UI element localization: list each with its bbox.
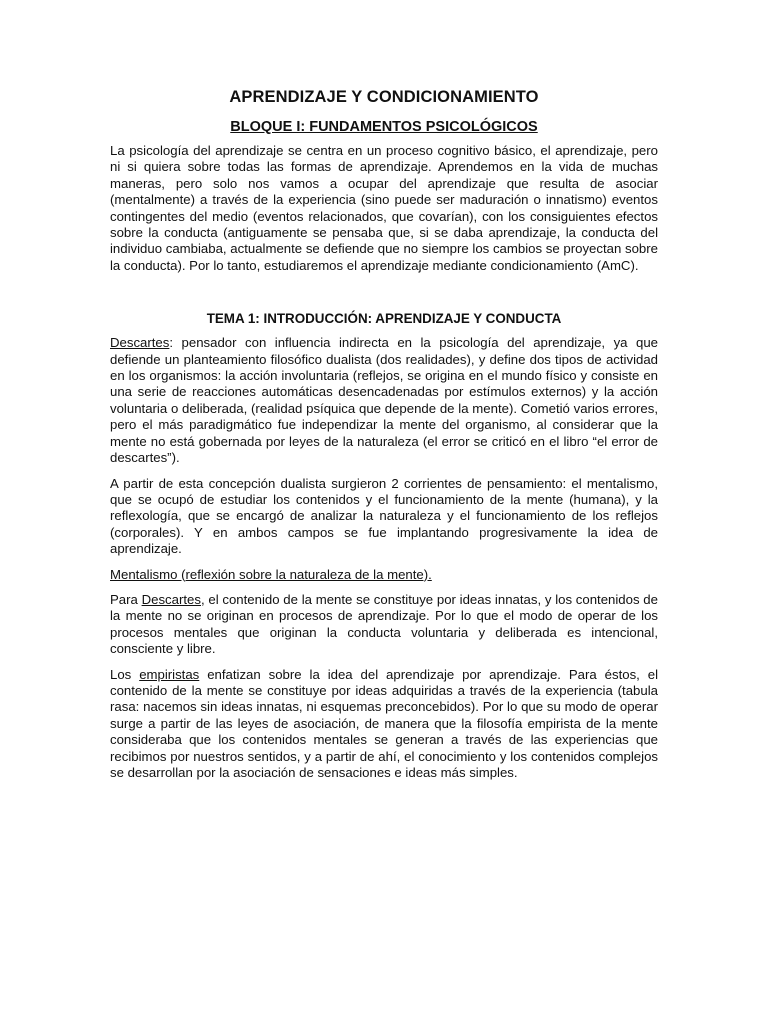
document-title: APRENDIZAJE Y CONDICIONAMIENTO xyxy=(229,88,539,106)
descartes-paragraph-text: : pensador con influencia indirecta en la psicología del aprendizaje, ya que defiende un planteamiento filosófico dualista (dos realidades), y define dos tipos de actividad en los organismos: la acción involuntaria (reflejos, se origina en el mundo físico y consiste en una serie de reacciones automáticas desencadenadas por estímulos externos) y la acción voluntaria o deliberada, (realidad psíquica que depende de la mente). Cometió varios errores, pero el más paradigmático fue independizar la mente del organismo, al considerar que la mente no está gobernada por leyes de la naturaleza (el error se criticó en el libro “el error de descartes”). xyxy=(110,335,658,466)
document-page xyxy=(110,86,658,781)
para-descartes-prefix: Para xyxy=(110,591,142,607)
empiristas-prefix: Los xyxy=(110,666,140,682)
descartes-term: Descartes xyxy=(110,335,170,351)
empiristas-text: enfatizan sobre la idea del aprendizaje por aprendizaje. Para éstos, el contenido de la mente se constituye por ideas adquiridas a través de la experiencia (tabula rasa: nacemos sin ideas innatas, ni esquemas preconcebidos). Por lo que su modo de operar surge a partir de las leyes de asociación, de manera que la filosofía empirista de la mente consideraba que los contenidos mentales se generan a través de las experiencias que recibimos por nuestros sentidos, y a partir de ahí, el conocimiento y los contenidos complejos se desarrollan por la asociación de sensaciones e ideas más simples. xyxy=(110,666,658,780)
empiristas-paragraph xyxy=(110,667,658,782)
descartes-paragraph xyxy=(110,335,658,466)
intro-paragraph: La psicología del aprendizaje se centra en un proceso cognitivo básico, el aprendizaje, pero ni si quiera sobre todas las formas de aprendizaje. Aprendemos en la vida de muchas maneras, pero solo nos vamos a ocupar del aprendizaje que resulta de asociar (mentalmente) a través de la experiencia (sino puede ser maduración o innatismo) eventos contingentes del medio (eventos relacionados, que covarían), con los consiguientes efectos sobre la conducta (antiguamente se pensaba que, si se daba aprendizaje, la conducta del individuo cambiaba, actualmente se defiende que no siempre los cambios se proyectan sobre la conducta). Por lo tanto, estudiaremos el aprendizaje mediante condicionamiento (AmC). xyxy=(110,143,658,273)
para-descartes-text: , el contenido de la mente se constituye por ideas innatas, y los contenidos de la mente no se originan en procesos de aprendizaje. Por lo que el modo de operar de los procesos mentales que originan la conducta voluntaria y deliberada es intencional, consciente y libre. xyxy=(110,591,658,657)
block-title: BLOQUE I: FUNDAMENTOS PSICOLÓGICOS xyxy=(230,119,538,135)
para-descartes-paragraph xyxy=(110,592,658,658)
para-descartes-term: Descartes xyxy=(141,591,201,607)
dualism-paragraph: A partir de esta concepción dualista surgieron 2 corrientes de pensamiento: el mentalismo, que se ocupó de estudiar los contenidos y el funcionamiento de la mente (humana), y la reflexología, que se encargó de analizar la naturaleza y el funcionamiento de los reflejos (corporales). Y en ambos campos se fue implantando progresivamente la idea de aprendizaje. xyxy=(110,475,658,557)
section-title: TEMA 1: INTRODUCCIÓN: APRENDIZAJE Y CONDUCTA xyxy=(206,311,562,327)
mentalismo-heading xyxy=(110,567,658,583)
empiristas-term: empiristas xyxy=(139,666,200,682)
mentalismo-heading-text: Mentalismo (reflexión sobre la naturaleza de la mente). xyxy=(110,566,432,582)
